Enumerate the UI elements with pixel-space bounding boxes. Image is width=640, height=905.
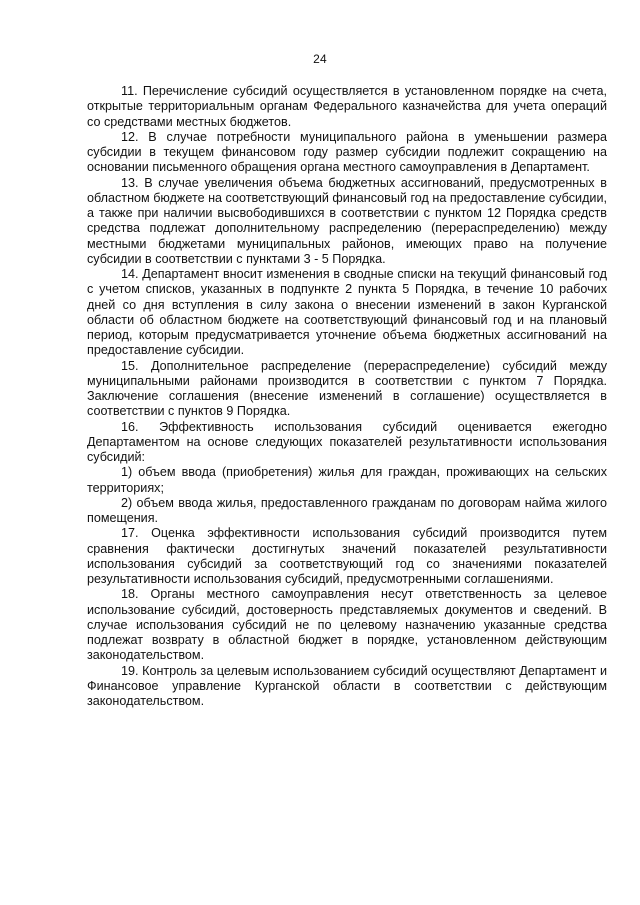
page-number: 24 bbox=[313, 52, 327, 66]
document-body bbox=[87, 84, 607, 709]
paragraph-17: 17. Оценка эффективности использования субсидий производится путем сравнения фактически достигнутых значений показателей результативности использования субсидий за соответствующий год со значениями показателей результативности использования субсидий, предусмотренными соглашениями. bbox=[87, 526, 607, 586]
paragraph-16: 16. Эффективность использования субсидий оценивается ежегодно Департаментом на основе следующих показателей результативности использования субсидий: bbox=[87, 419, 607, 464]
paragraph-18: 18. Органы местного самоуправления несут ответственность за целевое использование субсидий, достоверность представляемых документов и сведений. В случае использования субсидий не по целевому назначению указанные средства подлежат возврату в областной бюджет в порядке, установленном действующим законодательством. bbox=[87, 587, 607, 663]
paragraph-16-item-2: 2) объем ввода жилья, предоставленного гражданам по договорам найма жилого помещения. bbox=[87, 495, 607, 525]
paragraph-12: 12. В случае потребности муниципального района в уменьшении размера субсидии в текущем финансовом году размер субсидии подлежит сокращению на основании письменного обращения органа местного самоуправления в Департамент. bbox=[87, 129, 607, 175]
paragraph-14: 14. Департамент вносит изменения в сводные списки на текущий финансовый год с учетом списков, указанных в подпункте 2 пункта 5 Порядка, в течение 10 рабочих дней со дня вступления в силу закона о внесении изменений в закон Курганской области об областном бюджете на соответствующий финансовый год и на плановый период, которым предусматривается уточнение объема бюджетных ассигнований на предоставление субсидии. bbox=[87, 267, 607, 358]
paragraph-19: 19. Контроль за целевым использованием субсидий осуществляют Департамент и Финансовое управление Курганской области в соответствии с действующим законодательством. bbox=[87, 663, 607, 708]
paragraph-15: 15. Дополнительное распределение (перераспределение) субсидий между муниципальными районами производится в соответствии с пунктом 7 Порядка. Заключение соглашения (внесение изменений в соглашение) осуществляется в соответствии с пунктов 9 Порядка. bbox=[87, 358, 607, 419]
paragraph-16-item-1: 1) объем ввода (приобретения) жилья для граждан, проживающих на сельских территориях; bbox=[87, 465, 607, 495]
paragraph-11: 11. Перечисление субсидий осуществляется в установленном порядке на счета, открытые территориальным органам Федерального казначейства для учета операций со средствами местных бюджетов. bbox=[87, 84, 607, 129]
paragraph-13: 13. В случае увеличения объема бюджетных ассигнований, предусмотренных в областном бюджете на соответствующий финансовый год на предоставление субсидии, а также при наличии высвободившихся в соответствии с пунктом 12 Порядка средств средства подлежат дополнительному распределению (перераспределению) между местными бюджетами муниципальных районов, имеющих право на получение субсидии в соответствии с пунктами 3 - 5 Порядка. bbox=[87, 175, 607, 266]
